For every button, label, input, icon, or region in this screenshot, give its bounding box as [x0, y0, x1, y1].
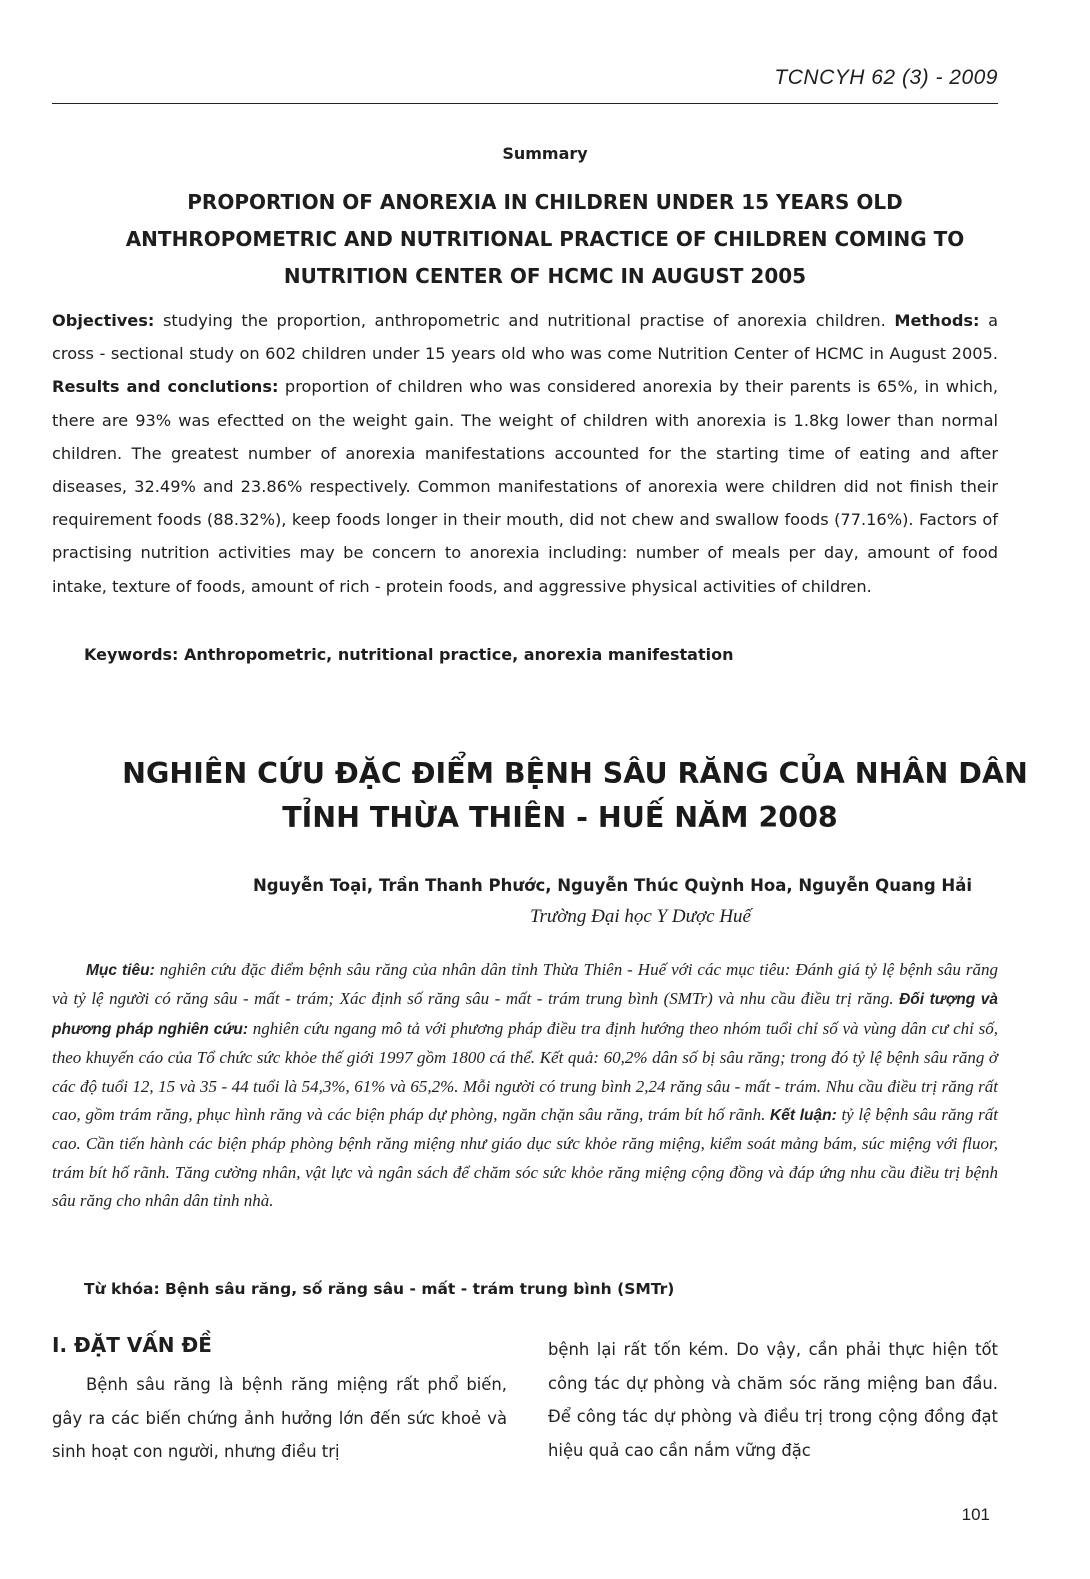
objectives-text: studying the proportion, anthropometric and nutritional practise of anorexia children. [154, 311, 895, 330]
body-left-column: Bệnh sâu răng là bệnh răng miệng rất phổ biến, gây ra các biến chứng ảnh hưởng lớn đến sức khoẻ và sinh hoạt con người, nhưng điều trị [52, 1375, 507, 1461]
page-number: 101 [961, 1505, 990, 1524]
english-abstract [52, 304, 998, 603]
results-label: Results and conclutions: [52, 377, 279, 397]
author-affiliation: Trường Đại học Y Dược Huế [530, 906, 751, 927]
conclusion-label: Kết luận: [770, 1107, 837, 1125]
methods-label: Methods: [894, 311, 980, 330]
methods-text: nghiên cứu ngang mô tả với phương pháp điều tra định hướng theo nhóm tuổi chỉ số và vùng dân cư chỉ số, theo khuyến cáo của Tổ chức sức khỏe thế giới 1997 gồm 1800 cá thể. Kết quả: 60,2% dân số bị sâu răng; trong đó tỷ lệ bệnh sâu răng ở các độ tuổi 12, 15 và 35 - 44 tuổi là 54,3%, 61% và 65,2%. Mỗi người có trung bình 2,24 răng sâu - mất - trám. Nhu cầu điều trị răng rất cao, gồm trám răng, phục hình răng và các biện pháp dự phòng, ngăn chặn sâu răng, trám bít hố rãnh. [52, 1018, 998, 1125]
vietnamese-title [0, 752, 1090, 840]
objective-text: nghiên cứu đặc điểm bệnh sâu răng của nhân dân tỉnh Thừa Thiên - Huế với các mục tiêu: Đánh giá tỷ lệ bệnh sâu răng và tỷ lệ người có răng sâu - mất - trám; Xác định số răng sâu - mất - trám trung bình (SMTr) và nhu cầu điều trị răng. [52, 960, 998, 1009]
vietnamese-title-line: NGHIÊN CỨU ĐẶC ĐIỂM BỆNH SÂU RĂNG CỦA NHÂN DÂN [122, 757, 1028, 790]
english-title [40, 184, 1050, 295]
header-divider [52, 103, 998, 104]
abstract-indent [52, 960, 86, 979]
vietnamese-keywords: Từ khóa: Bệnh sâu răng, số răng sâu - mất - trám trung bình (SMTr) [84, 1280, 675, 1298]
objective-label: Mục tiêu: [86, 962, 155, 979]
body-right-column: bệnh lại rất tốn kém. Do vậy, cần phải thực hiện tốt công tác dự phòng và chăm sóc răng miệng ban đầu. Để công tác dự phòng và điều trị trong cộng đồng đạt hiệu quả cao cần nắm vững đặc [548, 1340, 998, 1460]
english-title-line: PROPORTION OF ANOREXIA IN CHILDREN UNDER 15 YEARS OLD [187, 190, 903, 214]
english-title-line: NUTRITION CENTER OF HCMC IN AUGUST 2005 [283, 264, 807, 288]
journal-running-header: TCNCYH 62 (3) - 2009 [774, 66, 998, 89]
author-list: Nguyễn Toại, Trần Thanh Phước, Nguyễn Thúc Quỳnh Hoa, Nguyễn Quang Hải [252, 876, 972, 895]
summary-label: Summary [502, 144, 588, 163]
results-text: proportion of children who was considered anorexia by their parents is 65%, in which, there are 93% was efectted on the weight gain. The weight of children with anorexia is 1.8kg lower than normal children. The greatest number of anorexia manifestations accounted for the starting time of eating and after diseases, 32.49% and 23.86% respectively. Common manifestations of anorexia were children did not finish their requirement foods (88.32%), keep foods longer in their mouth, did not chew and swallow foods (77.16%). Factors of practising nutrition activities may be concern to anorexia including: number of meals per day, amount of food intake, texture of foods, amount of rich - protein foods, and aggressive physical activities of children. [52, 377, 998, 596]
vietnamese-title-line: TỈNH THỪA THIÊN - HUẾ NĂM 2008 [282, 801, 838, 834]
methods-label: Đối tượng và phương pháp nghiên cứu: [52, 991, 998, 1038]
section-heading: I. ĐẶT VẤN ĐỀ [52, 1333, 212, 1357]
methods-text: a cross - sectional study on 602 children under 15 years old who was come Nutrition Center of HCMC in August 2005. [52, 311, 998, 364]
conclusion-text: tỷ lệ bệnh sâu răng rất cao. Cần tiến hành các biện pháp phòng bệnh răng miệng như giáo dục sức khỏe răng miệng, kiểm soát mảng bám, súc miệng với fluor, trám bít hố rãnh. Tăng cường nhân, vật lực và ngân sách để chăm sóc sức khỏe răng miệng cộng đồng và đáp ứng nhu cầu điều trị bệnh sâu răng cho nhân dân tỉnh nhà. [52, 1105, 998, 1211]
english-title-line: ANTHROPOMETRIC AND NUTRITIONAL PRACTICE OF CHILDREN COMING TO [125, 227, 965, 251]
english-keywords: Keywords: Anthropometric, nutritional practice, anorexia manifestation [84, 645, 734, 664]
vietnamese-abstract [52, 956, 998, 1216]
objectives-label: Objectives: [52, 311, 155, 330]
